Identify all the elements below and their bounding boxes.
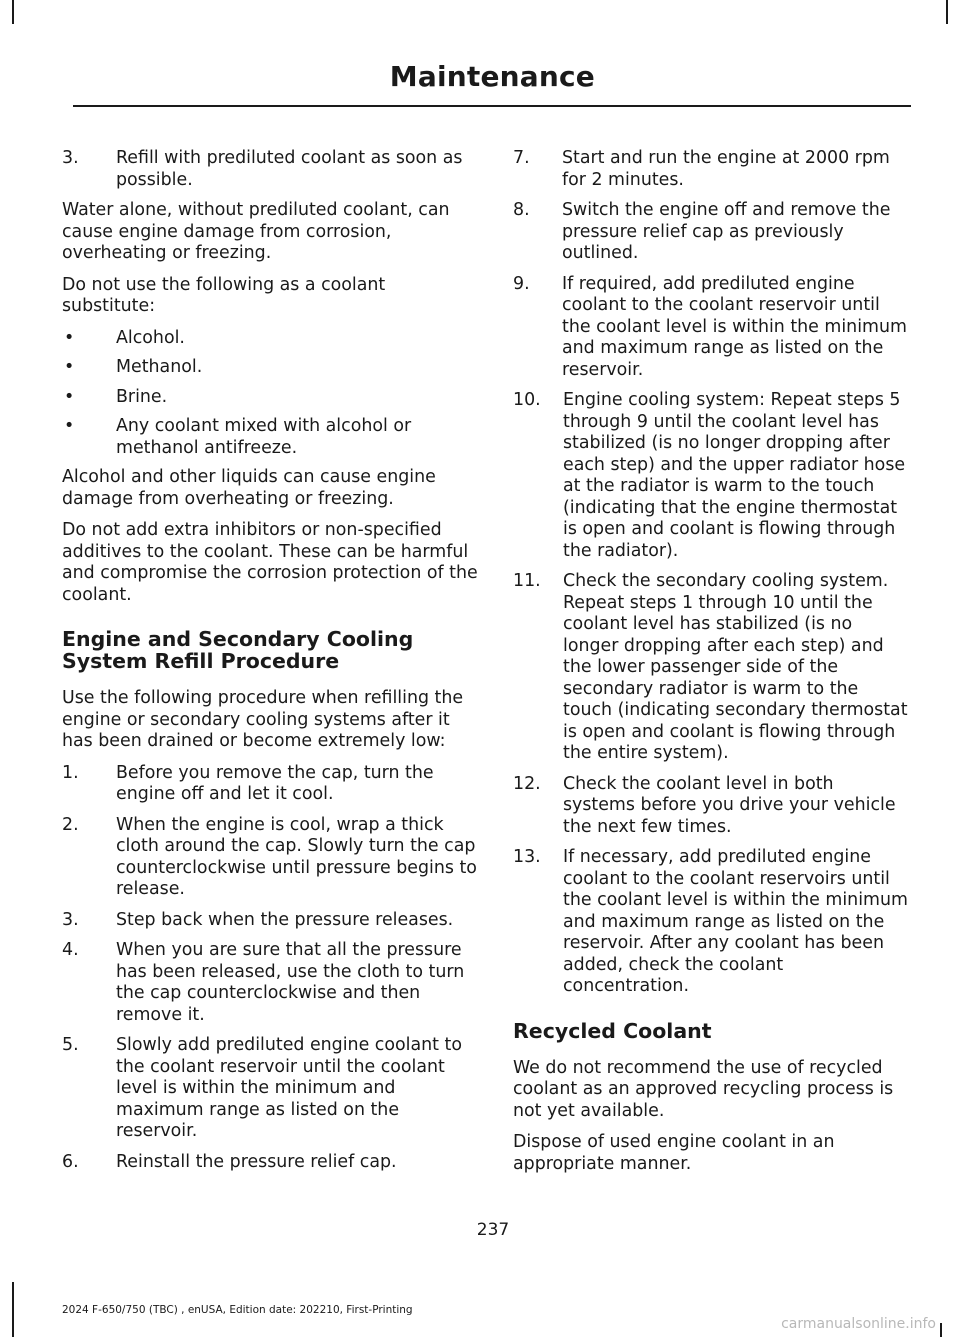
left-column <box>62 148 478 1182</box>
page-title: Maintenance <box>389 60 595 93</box>
list-item <box>62 1035 478 1143</box>
paragraph: Do not add extra inhibitors or non-specified additives to the coolant. These can be harmful and compromise the corrosion protection of the coolant. <box>62 520 478 605</box>
list-item <box>62 910 478 932</box>
list-item <box>513 774 909 839</box>
step-number: 2. <box>62 814 79 835</box>
bullet-icon: • <box>64 386 75 407</box>
step-text: Slowly add prediluted engine coolant to the coolant reservoir until the coolant level is within the minimum and maximum range as listed on the reservoir. <box>116 1035 462 1141</box>
step-number: 9. <box>513 273 530 294</box>
page-number: 237 <box>476 1220 510 1240</box>
bullet-icon: • <box>64 327 75 348</box>
paragraph: Water alone, without prediluted coolant, can cause engine damage from corrosion, overheating or freezing. <box>62 200 450 263</box>
paragraph: We do not recommend the use of recycled coolant as an approved recycling process is not yet available. <box>513 1057 894 1121</box>
step-text: Step back when the pressure releases. <box>116 909 454 930</box>
step-text: When the engine is cool, wrap a thick cloth around the cap. Slowly turn the cap counterclockwise until pressure begins to release. <box>116 814 477 899</box>
section-heading: Recycled Coolant <box>513 1018 712 1043</box>
step-number: 7. <box>513 148 530 168</box>
step-text: Check the coolant level in both systems before you drive your vehicle the next few times. <box>563 773 896 837</box>
step-text: If required, add prediluted engine coolant to the coolant reservoir until the coolant level is within the minimum and maximum range as listed on the reservoir. <box>562 273 907 380</box>
step-text: When you are sure that all the pressure has been released, use the cloth to turn the cap counterclockwise and then remove it. <box>116 940 465 1025</box>
step-number: 8. <box>513 200 530 220</box>
paragraph: Use the following procedure when refilling the engine or secondary cooling systems after it has been drained or become extremely low: <box>62 688 464 751</box>
step-number: 13. <box>513 847 541 867</box>
list-item <box>62 148 478 191</box>
crop-mark-bottom-left <box>12 1282 14 1337</box>
step-text: If necessary, add prediluted engine coolant to the coolant reservoirs until the coolant level is within the minimum and maximum range as listed on the reservoir. After any coolant has been added, check the coolant concentration. <box>563 847 908 996</box>
step-number: 10. <box>513 390 541 410</box>
bullet-item <box>62 416 478 459</box>
step-number: 3. <box>62 909 79 930</box>
list-item <box>513 274 909 382</box>
header-divider <box>73 105 911 107</box>
list-item <box>513 148 909 191</box>
bullet-text: Alcohol. <box>116 327 185 348</box>
step-number: 11. <box>513 571 541 591</box>
list-item <box>62 763 478 806</box>
list-item <box>513 200 909 265</box>
crop-mark-bottom-right <box>940 1323 942 1337</box>
section-heading: Engine and Secondary Cooling System Refill Procedure <box>62 627 414 673</box>
bullet-item <box>62 387 478 409</box>
step-text: Switch the engine off and remove the pressure relief cap as previously outlined. <box>562 200 891 263</box>
step-text: Engine cooling system: Repeat steps 5 through 9 until the coolant level has stabilized (is no longer dropping after each step) and the upper radiator hose at the radiator is warm to the touch (indicating that the engine thermostat is open and coolant is flowing through the radiator). <box>563 390 906 561</box>
bullet-text: Methanol. <box>116 357 203 377</box>
step-text: Refill with prediluted coolant as soon as possible. <box>116 148 463 190</box>
step-text: Before you remove the cap, turn the engine off and let it cool. <box>116 762 434 804</box>
paragraph: Do not use the following as a coolant substitute: <box>62 274 386 316</box>
watermark: carmanualsonline.info <box>781 1316 936 1332</box>
list-item <box>513 571 909 765</box>
step-number: 1. <box>62 762 79 783</box>
step-text: Check the secondary cooling system. Repeat steps 1 through 10 until the coolant level has stabilized (is no longer dropping after each step) and the lower passenger side of the secondary radiator is warm to the touch (indicating secondary thermostat is open and coolant is flowing through the entire system). <box>563 571 908 763</box>
edition-footer: 2024 F-650/750 (TBC) , enUSA, Edition date: 202210, First-Printing <box>62 1304 413 1316</box>
bullet-text: Any coolant mixed with alcohol or methanol antifreeze. <box>116 416 412 458</box>
list-item <box>62 815 478 901</box>
step-number: 4. <box>62 940 79 960</box>
step-text: Reinstall the pressure relief cap. <box>116 1151 397 1172</box>
paragraph: Alcohol and other liquids can cause engine damage from overheating or freezing. <box>62 467 436 509</box>
list-item <box>513 847 909 998</box>
list-item <box>513 390 909 562</box>
step-number: 6. <box>62 1151 79 1172</box>
step-number: 5. <box>62 1035 79 1055</box>
right-column <box>513 148 909 1185</box>
step-number: 12. <box>513 773 541 794</box>
paragraph: Dispose of used engine coolant in an appropriate manner. <box>513 1132 835 1174</box>
bullet-icon: • <box>64 357 75 377</box>
list-item <box>62 940 478 1026</box>
bullet-text: Brine. <box>116 386 168 407</box>
step-number: 3. <box>62 148 79 168</box>
bullet-item <box>62 328 478 350</box>
crop-mark-top-left <box>12 0 14 24</box>
step-text: Start and run the engine at 2000 rpm for 2 minutes. <box>562 148 890 190</box>
list-item <box>62 1152 478 1174</box>
crop-mark-top-right <box>946 0 948 24</box>
bullet-icon: • <box>64 416 75 436</box>
bullet-item <box>62 357 478 379</box>
